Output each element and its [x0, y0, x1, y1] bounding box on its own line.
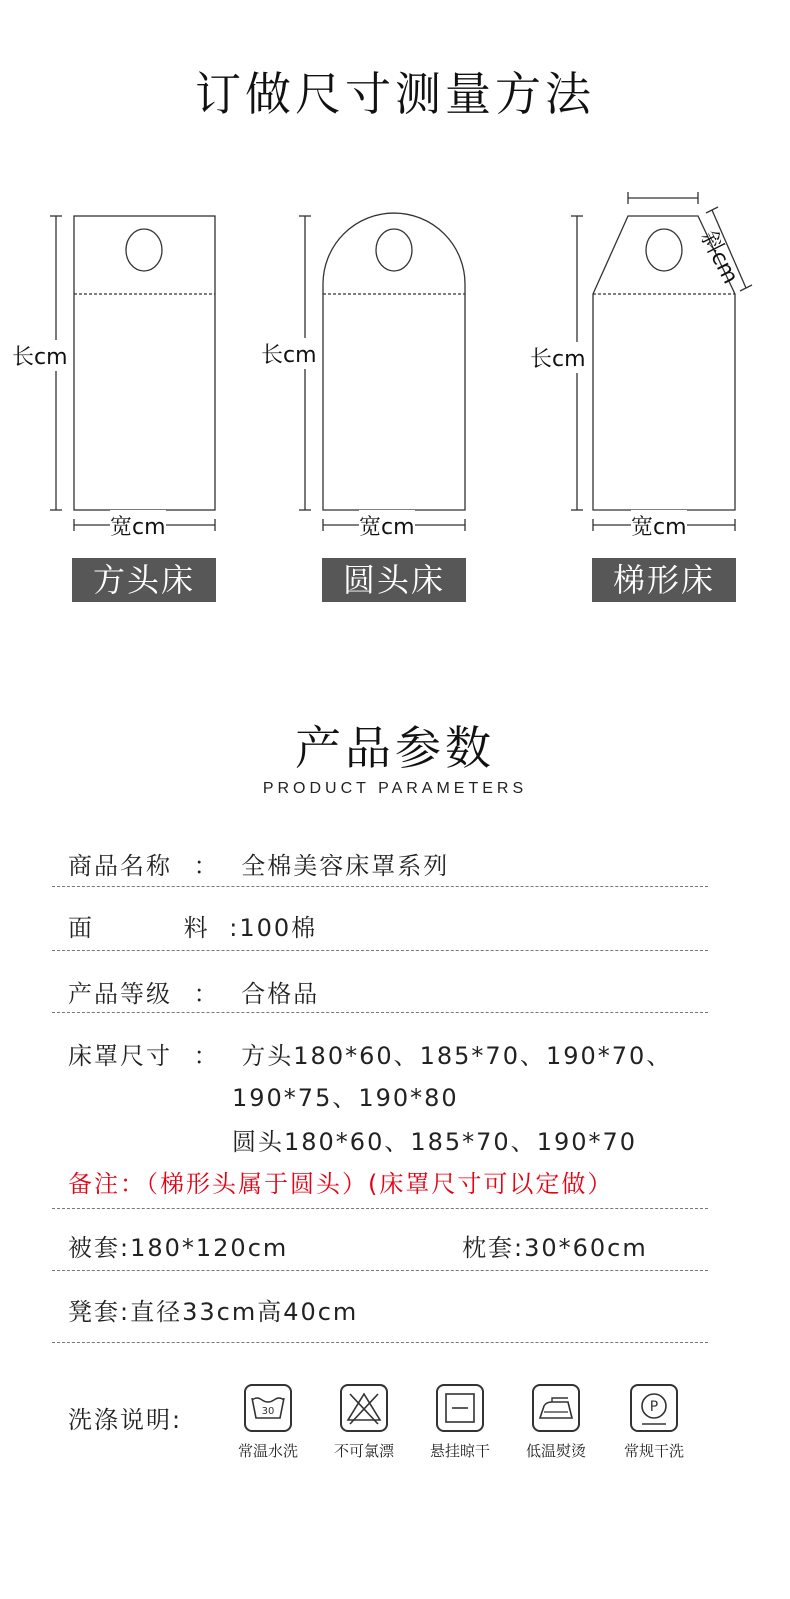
hang-dry-icon [436, 1384, 484, 1432]
no-bleach-icon [340, 1384, 388, 1432]
care-label-wash: 常温水洗 [237, 1442, 298, 1460]
bed-diagrams [0, 180, 790, 620]
colon: ： [193, 1042, 220, 1070]
fabric-value: :100棉 [229, 914, 318, 942]
fabric-label-a: 面 [68, 914, 94, 942]
round-bed-shape [299, 213, 465, 531]
fabric-label-b: 料 [183, 914, 210, 942]
care-label-dry: 悬挂晾干 [429, 1442, 490, 1460]
size-line-2: 190*75、190*80 [232, 1084, 459, 1112]
separator [52, 1012, 708, 1013]
low-iron-icon [532, 1384, 580, 1432]
separator [52, 1208, 708, 1209]
grade-value: 合格品 [241, 980, 320, 1008]
care-label-iron: 低温熨烫 [525, 1442, 586, 1460]
square-bed-label: 方头床 [72, 558, 216, 602]
size-row [68, 1036, 672, 1071]
grade-label: 产品等级 [68, 980, 172, 1008]
pillow-cover: 枕套:30*60cm [462, 1234, 648, 1262]
grade-row [68, 974, 319, 1009]
separator [52, 886, 708, 887]
dry-clean-text: P [649, 1399, 659, 1415]
care-label-dryclean: 常规干洗 [623, 1442, 684, 1460]
separator [52, 950, 708, 951]
quilt-cover: 被套:180*120cm [68, 1234, 289, 1262]
care-label: 洗涤说明: [68, 1406, 183, 1434]
square-bed-shape [50, 216, 215, 531]
fabric-row [68, 908, 317, 943]
product-name-label: 商品名称 [68, 852, 172, 880]
trapezoid-length-label: 长cm [530, 342, 586, 373]
round-bed-label: 圆头床 [322, 558, 466, 602]
trapezoid-width-label: 宽cm [631, 510, 687, 541]
separator [52, 1342, 708, 1343]
size-line-1: 方头180*60、185*70、190*70、 [241, 1042, 673, 1070]
remark-note: 备注：（梯形头属于圆头）(床罩尺寸可以定做） [68, 1170, 614, 1198]
trapezoid-slant-label: 斜cm [695, 227, 743, 289]
params-subtitle: PRODUCT PARAMETERS [262, 780, 528, 797]
measure-title: 订做尺寸测量方法 [195, 67, 595, 121]
colon: ： [193, 852, 220, 880]
care-label-bleach: 不可氯漂 [333, 1442, 394, 1460]
square-width-label: 宽cm [110, 510, 166, 541]
size-line-3: 圆头180*60、185*70、190*70 [232, 1128, 638, 1156]
wash-temp-text: 30 [261, 1406, 275, 1417]
product-name-row [68, 846, 449, 881]
square-length-label: 长cm [12, 340, 68, 371]
wash-30-icon [244, 1384, 292, 1432]
dry-clean-icon [630, 1384, 678, 1432]
product-name-value: 全棉美容床罩系列 [241, 852, 450, 880]
trapezoid-bed-label: 梯形床 [592, 558, 736, 602]
round-length-label: 长cm [261, 338, 317, 369]
stool-cover: 凳套:直径33cm高40cm [68, 1298, 359, 1326]
size-label: 床罩尺寸 [68, 1042, 172, 1070]
colon: ： [193, 980, 220, 1008]
round-width-label: 宽cm [359, 510, 415, 541]
separator [52, 1270, 708, 1271]
params-title: 产品参数 [295, 721, 495, 775]
